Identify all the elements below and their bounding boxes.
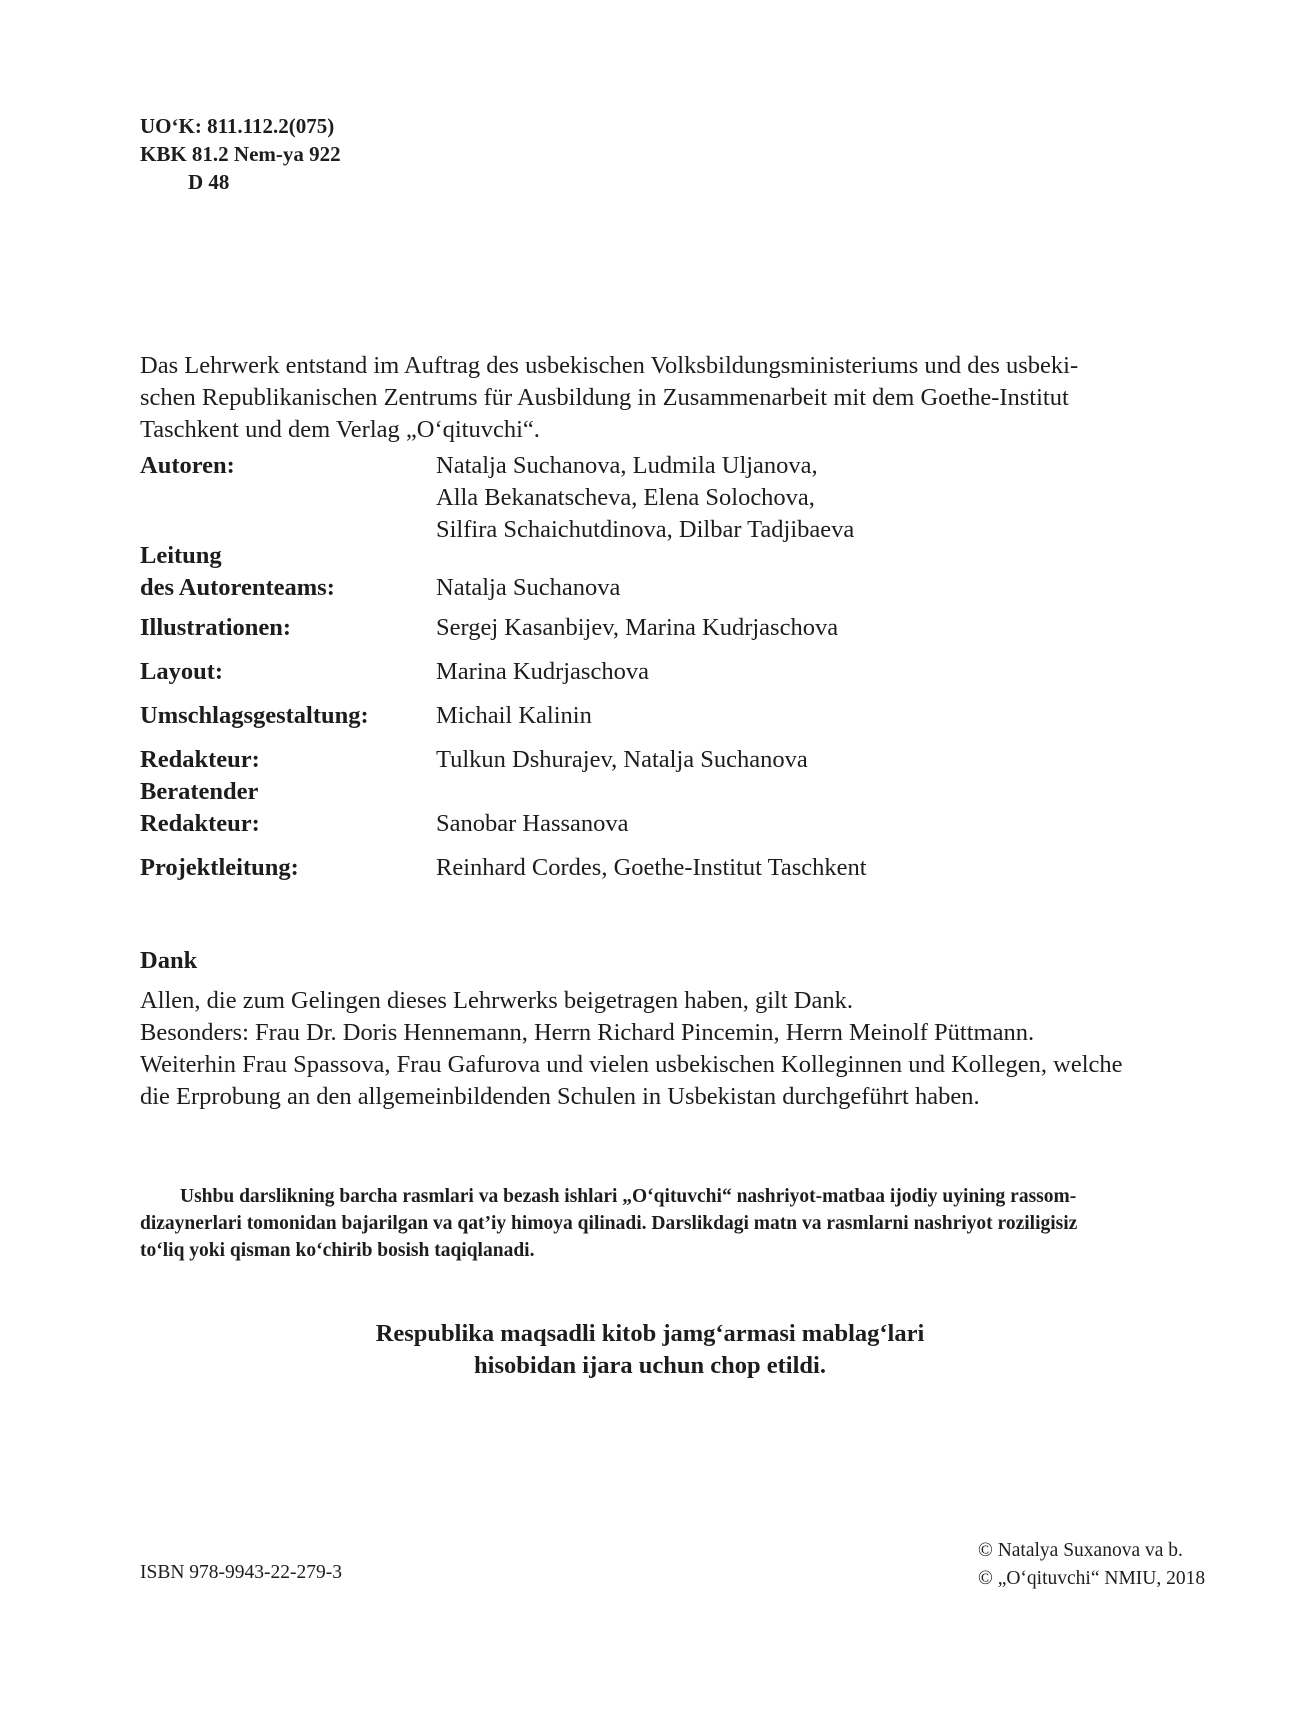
credit-label: Autoren: <box>140 452 235 479</box>
credit-label-line: Redakteur: <box>140 810 260 837</box>
credit-label: Projektleitung: <box>140 854 299 881</box>
funding-line: Respublika maqsadli kitob jamg‘armasi mablag‘lari <box>375 1320 925 1347</box>
author-line: Silfira Schaichutdinova, Dilbar Tadjibaeva <box>436 516 855 543</box>
credit-value: Michail Kalinin <box>436 702 592 729</box>
copyright-block <box>978 1537 1205 1593</box>
notice-line: dizaynerlari tomonidan bajarilgan va qat’iy himoya qilinadi. Darslikdagi matn va rasmlarni nashriyot roziligisiz <box>140 1213 1078 1234</box>
author-line: Natalja Suchanova, Ludmila Uljanova, <box>436 452 818 479</box>
credit-label <box>140 540 335 604</box>
credit-label: Layout: <box>140 658 224 685</box>
credit-label-line: des Autorenteams: <box>140 574 335 601</box>
intro-line: Das Lehrwerk entstand im Auftrag des usbekischen Volksbildungsministeriums und des usbeki- <box>140 352 1079 379</box>
credit-label: Umschlagsgestaltung: <box>140 702 369 729</box>
notice-line: Ushbu darslikning barcha rasmlari va bezash ishlari „O‘qituvchi“ nashriyot-matbaa ijodiy uyining rassom- <box>180 1186 1077 1207</box>
dank-line: Allen, die zum Gelingen dieses Lehrwerks beigetragen haben, gilt Dank. <box>140 987 853 1014</box>
intro-paragraph <box>140 350 1220 446</box>
credit-value: Sanobar Hassanova <box>436 810 629 837</box>
dank-heading: Dank <box>140 947 198 974</box>
intro-line: Taschkent und dem Verlag „O‘qituvchi“. <box>140 416 540 443</box>
credit-value: Tulkun Dshurajev, Natalja Suchanova <box>436 746 808 773</box>
dank-paragraph <box>140 985 1230 1113</box>
notice-line: to‘liq yoki qisman ko‘chirib bosish taqiqlanadi. <box>140 1240 535 1261</box>
dank-line: Weiterhin Frau Spassova, Frau Gafurova und vielen usbekischen Kolleginnen und Kollegen, welche <box>140 1051 1123 1078</box>
credit-value: Sergej Kasanbijev, Marina Kudrjaschova <box>436 614 839 641</box>
author-code: D 48 <box>188 170 230 194</box>
copyright-notice <box>140 1183 1220 1264</box>
credit-value: Natalja Suchanova <box>436 574 621 601</box>
funding-statement <box>0 1318 1300 1382</box>
credit-label-line: Leitung <box>140 542 222 569</box>
credit-label: Redakteur: <box>140 746 260 773</box>
author-line: Alla Bekanatscheva, Elena Solochova, <box>436 484 815 511</box>
intro-line: schen Republikanischen Zentrums für Ausbildung in Zusammenarbeit mit dem Goethe-Institut <box>140 384 1069 411</box>
credit-value: Marina Kudrjaschova <box>436 658 649 685</box>
kbk-code: KBK 81.2 Nem-ya 922 <box>140 142 341 166</box>
isbn: ISBN 978-9943-22-279-3 <box>140 1562 343 1583</box>
credit-label: Illustrationen: <box>140 614 292 641</box>
dank-line: Besonders: Frau Dr. Doris Hennemann, Herrn Richard Pincemin, Herrn Meinolf Püttmann. <box>140 1019 1035 1046</box>
udk-code: UO‘K: 811.112.2(075) <box>140 114 335 138</box>
dank-line: die Erprobung an den allgemeinbildenden Schulen in Usbekistan durchgeführt haben. <box>140 1083 980 1110</box>
copyright-line: © Natalya Suxanova va b. <box>978 1540 1183 1561</box>
copyright-line: © „O‘qituvchi“ NMIU, 2018 <box>978 1568 1206 1589</box>
classification-block <box>140 112 341 196</box>
credit-label-line: Beratender <box>140 778 259 805</box>
credit-label <box>140 776 260 840</box>
credit-value <box>436 450 854 546</box>
credit-value: Reinhard Cordes, Goethe-Institut Taschkent <box>436 854 867 881</box>
funding-line: hisobidan ijara uchun chop etildi. <box>474 1352 826 1379</box>
